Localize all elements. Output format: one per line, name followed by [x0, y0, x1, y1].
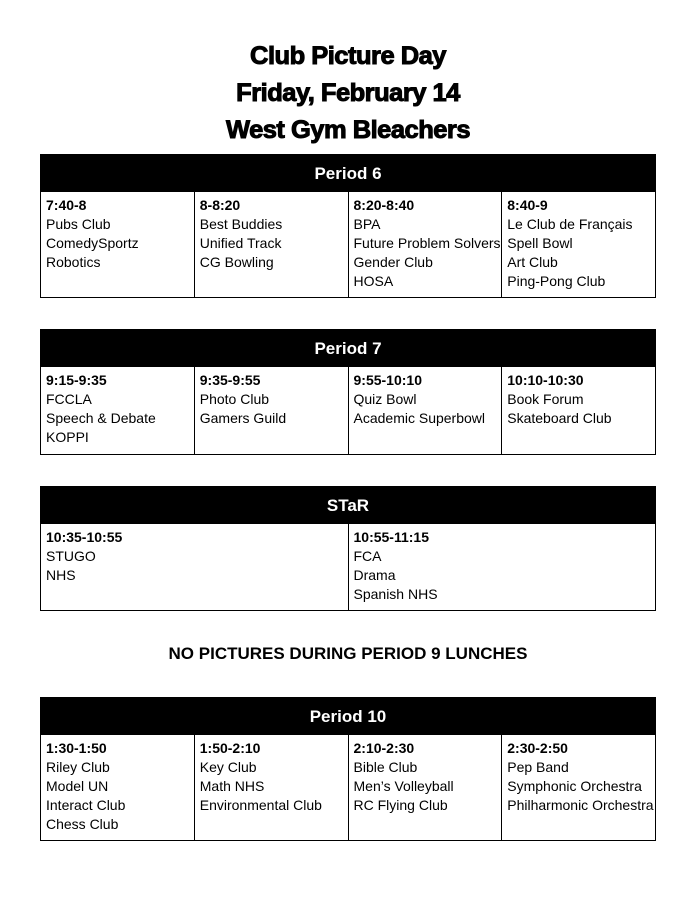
club-name: Chess Club	[46, 816, 119, 832]
section-body	[41, 735, 655, 841]
title-line-3: West Gym Bleachers	[225, 116, 471, 144]
time-slot	[349, 735, 503, 841]
club-name: Spell Bowl	[507, 235, 573, 251]
club-name: Le Club de Français	[507, 216, 633, 232]
slot-time: 10:10-10:30	[507, 372, 584, 388]
slot-time: 7:40-8	[46, 197, 87, 213]
time-slot	[195, 192, 349, 298]
slot-time: 1:30-1:50	[46, 740, 107, 756]
club-name: Environmental Club	[199, 797, 322, 813]
slot-time: 8-8:20	[199, 197, 241, 213]
time-slot	[349, 524, 656, 611]
slot-time: 8:20-8:40	[353, 197, 415, 213]
club-name: Spanish NHS	[353, 586, 438, 602]
slot-time: 10:35-10:55	[46, 529, 123, 545]
club-name: Gamers Guild	[199, 410, 287, 426]
section-period-7	[40, 329, 656, 455]
club-name: Pubs Club	[46, 216, 111, 232]
club-name: Bible Club	[353, 759, 418, 775]
club-name: Future Problem Solvers	[353, 235, 501, 251]
time-slot	[502, 192, 655, 298]
section-header: Period 6	[41, 155, 655, 192]
slot-time: 8:40-9	[507, 197, 548, 213]
slot-time: 9:55-10:10	[353, 372, 422, 388]
time-slot	[41, 735, 195, 841]
club-name: Pep Band	[507, 759, 569, 775]
club-name: Quiz Bowl	[353, 391, 417, 407]
club-name: Book Forum	[507, 391, 584, 407]
slot-time: 2:10-2:30	[353, 740, 415, 756]
club-name: Skateboard Club	[507, 410, 612, 426]
time-slot	[502, 367, 655, 455]
club-name: Drama	[353, 567, 396, 583]
club-name: Gender Club	[353, 254, 433, 270]
slot-time: 9:35-9:55	[199, 372, 261, 388]
section-body	[41, 524, 655, 611]
club-name: Art Club	[507, 254, 558, 270]
club-name: CG Bowling	[199, 254, 274, 270]
club-name: FCCLA	[46, 391, 92, 407]
club-name: Symphonic Orchestra	[507, 778, 642, 794]
title-line-2: Friday, February 14	[236, 79, 460, 107]
time-slot	[349, 367, 503, 455]
section-period-10	[40, 697, 656, 841]
section-header: STaR	[41, 487, 655, 524]
club-name: Model UN	[46, 778, 109, 794]
club-name: Interact Club	[46, 797, 126, 813]
club-name: Best Buddies	[199, 216, 283, 232]
club-name: ComedySportz	[46, 235, 139, 251]
club-name: Robotics	[46, 254, 101, 270]
club-name: Riley Club	[46, 759, 110, 775]
slot-time: 9:15-9:35	[46, 372, 107, 388]
section-header: Period 10	[41, 698, 655, 735]
slot-time: 2:30-2:50	[507, 740, 568, 756]
club-name: Academic Superbowl	[353, 410, 486, 426]
time-slot	[41, 524, 349, 611]
slot-time: 10:55-11:15	[353, 529, 430, 545]
time-slot	[349, 192, 503, 298]
club-name: Key Club	[199, 759, 257, 775]
club-name: Philharmonic Orchestra	[507, 797, 654, 813]
time-slot	[195, 735, 349, 841]
club-name: Men’s Volleyball	[353, 778, 454, 794]
club-name: Unified Track	[199, 235, 282, 251]
club-name: Ping-Pong Club	[507, 273, 606, 289]
club-name: Speech & Debate	[46, 410, 156, 426]
section-period-6	[40, 154, 656, 298]
section-body	[41, 192, 655, 298]
club-name: KOPPI	[46, 429, 89, 445]
time-slot	[41, 367, 195, 455]
time-slot	[195, 367, 349, 455]
club-name: Photo Club	[199, 391, 270, 407]
time-slot	[502, 735, 655, 841]
slot-time: 1:50-2:10	[199, 740, 261, 756]
page-title	[0, 38, 696, 149]
club-name: HOSA	[353, 273, 394, 289]
club-name: RC Flying Club	[353, 797, 448, 813]
club-name: NHS	[46, 567, 76, 583]
club-name: BPA	[353, 216, 381, 232]
club-name: Math NHS	[199, 778, 265, 794]
section-star	[40, 486, 656, 611]
club-name: FCA	[353, 548, 382, 564]
no-pictures-notice: NO PICTURES DURING PERIOD 9 LUNCHES	[168, 644, 528, 663]
section-body	[41, 367, 655, 455]
club-name: STUGO	[46, 548, 96, 564]
time-slot	[41, 192, 195, 298]
title-line-1: Club Picture Day	[250, 42, 446, 70]
section-header: Period 7	[41, 330, 655, 367]
